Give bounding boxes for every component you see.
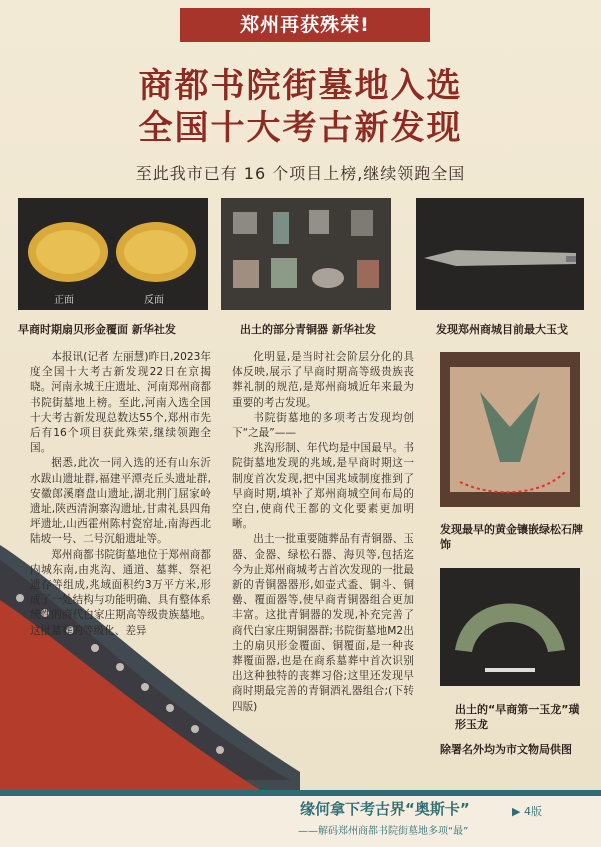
bronze-vessels-photo [221,198,391,310]
jade-dragon-photo [440,568,580,686]
bronze-vessels-image [221,198,391,310]
teaser-bar [0,790,601,796]
back-label: 反面 [144,295,164,306]
gold-mask-caption: 早商时期扇贝形金覆面 新华社发 [18,323,176,336]
article-column-2 [232,350,414,715]
subheadline: 至此我市已有 16 个项目上榜,继续领跑全国 [135,164,466,183]
article-paragraph: 据悉,此次一同入选的还有山东沂水跋山遗址群,福建平潭壳丘头遗址群,安徽郎溪磨盘山遗址,湖北荆门屈家岭遗址,陕西清涧寨沟遗址,甘肃礼县四角坪遗址,山西霍州陈村瓷窑址,南海西北陆坡一号、二号沉船遗址等。 [30,457,211,546]
jade-ge-photo [416,198,584,310]
gold-plaque-image [440,352,580,507]
article-paragraph: 本报讯(记者 左丽慧)昨日,2023年度全国十大考古新发现22日在京揭晓。河南永城王庄遗址、河南郑州商都书院街墓地上榜。至此,河南入选全国十大考古新发现总数达55个,郑州市先后有16个项目获此殊荣,继续领跑全国。 [30,351,211,455]
banner: 郑州再获殊荣! [180,8,430,42]
gold-mask-image [18,198,208,310]
front-label: 正面 [54,295,74,306]
article-paragraph: 郑州商都书院街墓地位于郑州商都内城东南,由兆沟、通道、墓葬、祭祀遗存等组成,兆域面积约3万平方米,形成了一处结构与功能明确、具有整体系统性的商代白家庄期高等级贵族墓地。这批墓葬的等级化、差异 [30,548,211,637]
teaser-title[interactable]: 缘何拿下考古界“奥斯卡” [300,800,470,818]
article-paragraph: 化明显,是当时社会阶层分化的具体反映,展示了早商时期高等级贵族丧葬礼制的规范,是郑州商城近年来最为重要的考古发现。 [232,351,414,409]
page-reference-label: 4版 [523,805,542,818]
jade-dragon-caption: 出土的“早商第一玉龙”璜形玉龙 [455,703,580,731]
article-paragraph: 兆沟形制、年代均是中国最早。书院街墓地发现的兆域,是早商时期这一制度首次发现,把中国兆域制度推到了早商时期,填补了郑州商城空间布局的空白,使商代王都的文化要素更加明晰。 [232,442,414,531]
gold-mask-photo [18,198,208,310]
jade-ge-image [416,198,584,310]
headline-line-2: 全国十大考古新发现 [138,108,463,148]
headline-line-1: 商都书院街墓地入选 [138,66,463,106]
page-reference[interactable] [512,803,542,819]
article-paragraph: 书院街墓地的多项考古发现均创下“之最”—— [232,411,414,440]
teaser-subtitle: ——解码郑州商都书院街墓地多项“最” [298,826,469,837]
jade-ge-caption: 发现郑州商城目前最大玉戈 [436,323,568,336]
bronze-vessels-caption: 出土的部分青铜器 新华社发 [240,323,376,336]
article-paragraph: 出土一批重要随葬品有青铜器、玉器、金器、绿松石器、海贝等,包括迄今为止郑州商城考古首次发现的一批最新的青铜器器形,如壶式盉、铜斗、铜罍、覆面器等,使早商青铜器组合更加丰富。这批青铜器的发现,补充完善了商代白家庄期铜器群;书院街墓地M2出土的扇贝形金覆面、铜覆面,是一种丧葬覆面器,也是在商系墓葬中首次识别出这种独特的丧葬习俗;这里还发现早商时期最完善的青铜酒礼器组合;(下转四版) [232,533,414,713]
photo-credit: 除署名外均为市文物局供图 [440,743,572,756]
gold-plaque-photo [440,352,580,507]
arrow-right-icon: ▶ [512,805,521,818]
article-column-1 [30,350,211,639]
jade-dragon-image [440,568,580,686]
gold-plaque-caption: 发现最早的黄金镶嵌绿松石牌饰 [440,523,583,551]
